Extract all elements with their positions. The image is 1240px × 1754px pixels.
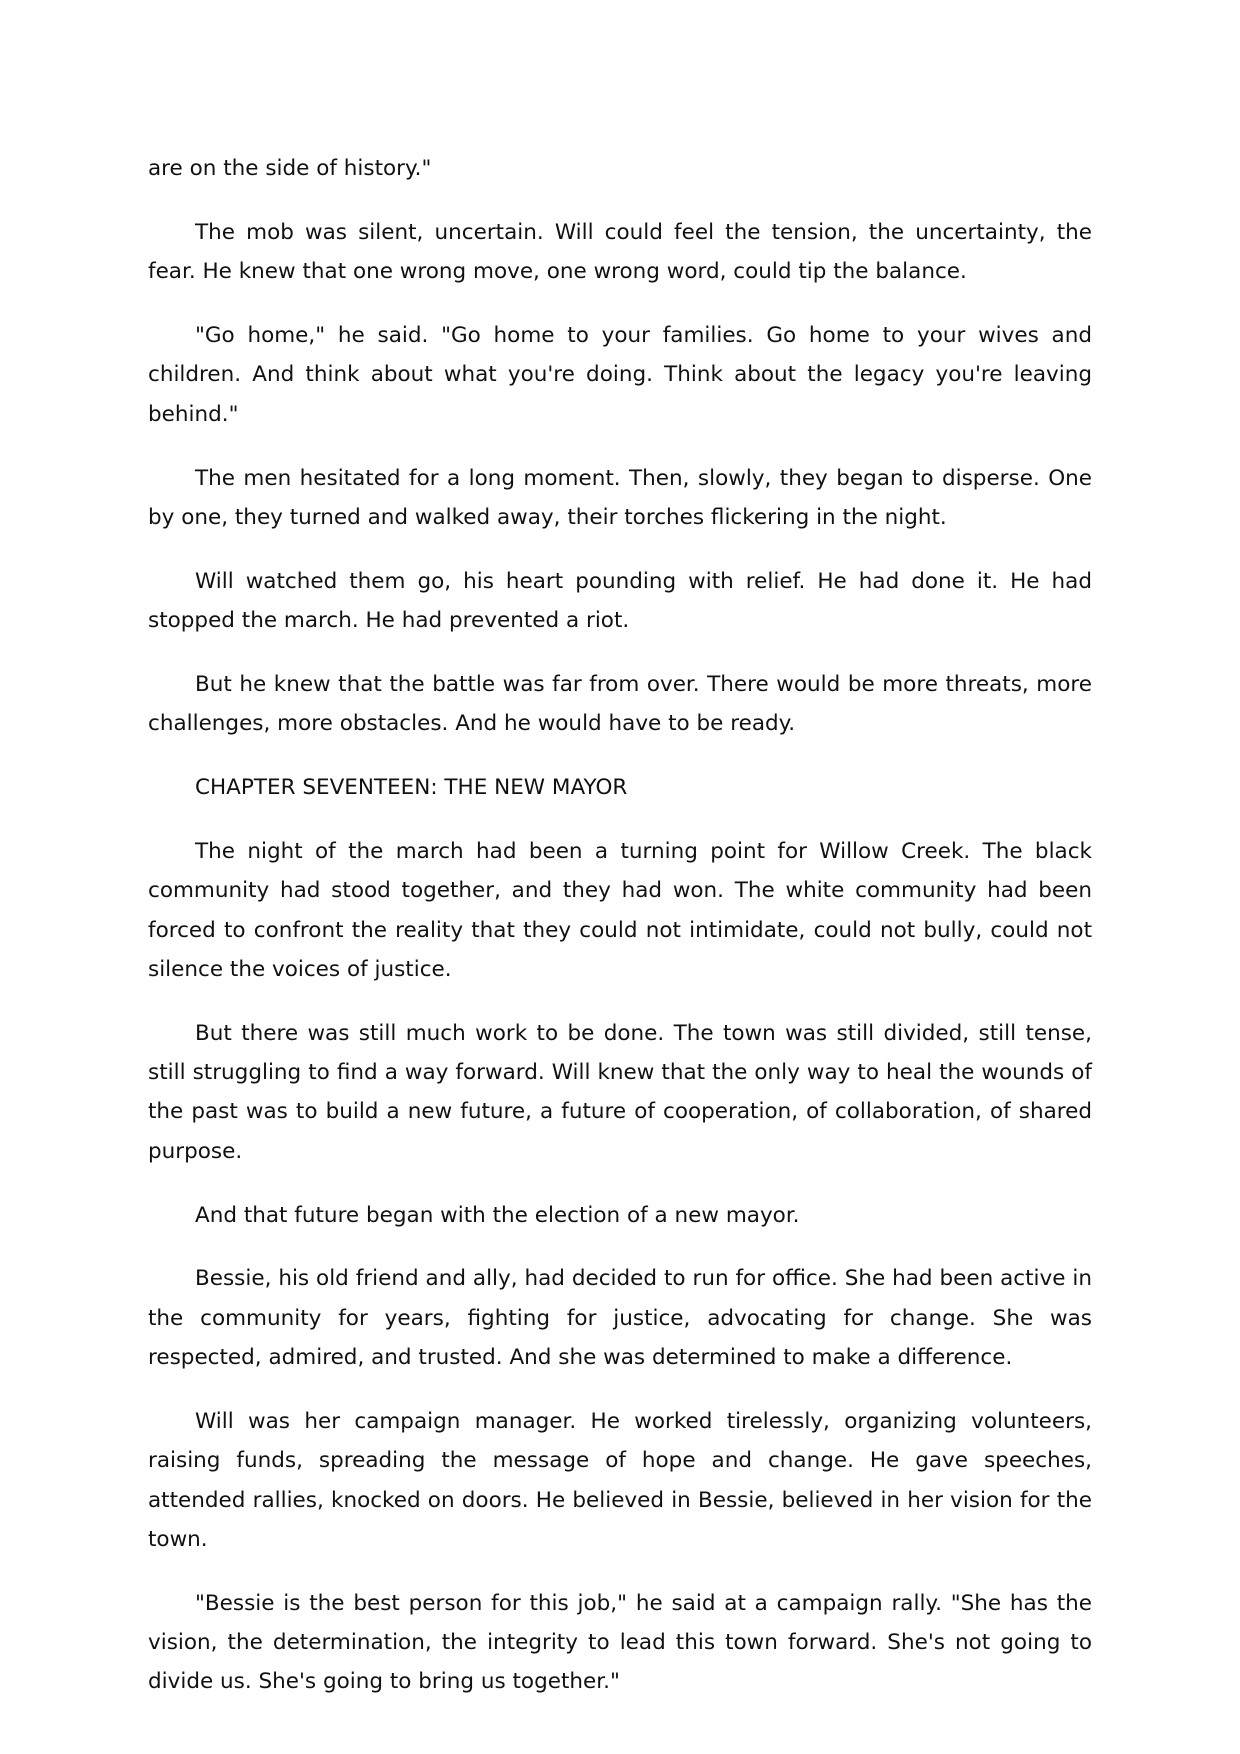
paragraph: "Bessie is the best person for this job," he said at a campaign rally. "She has the vision, the determination, the integrity to lead this town forward. She's not going to divide us. She's going to bring us together." [148, 1590, 1092, 1695]
paragraph: The mob was silent, uncertain. Will could feel the tension, the uncertainty, the fear. He knew that one wrong move, one wrong word, could tip the balance. [148, 219, 1092, 285]
paragraph-continued: are on the side of history." [148, 156, 432, 181]
paragraph: Will watched them go, his heart pounding with relief. He had done it. He had stopped the march. He had prevented a riot. [148, 568, 1092, 634]
paragraph: But there was still much work to be done. The town was still divided, still tense, still struggling to find a way forward. Will knew that the only way to heal the wounds of the past was to build a new future, a future of cooperation, of collaboration, of shared purpose. [148, 1020, 1092, 1164]
paragraph: "Go home," he said. "Go home to your families. Go home to your wives and children. And think about what you're doing. Think about the legacy you're leaving behind." [148, 323, 1092, 427]
paragraph: But he knew that the battle was far from over. There would be more threats, more challenges, more obstacles. And he would have to be ready. [148, 671, 1092, 737]
chapter-heading: CHAPTER SEVENTEEN: THE NEW MAYOR [195, 775, 628, 801]
paragraph: The men hesitated for a long moment. Then, slowly, they began to disperse. One by one, they turned and walked away, their torches flickering in the night. [148, 465, 1092, 530]
paragraph: The night of the march had been a turning point for Willow Creek. The black community had stood together, and they had won. The white community had been forced to confront the reality that they could not intimidate, could not bully, could not silence the voices of justice. [148, 839, 1092, 982]
body-text [148, 149, 1092, 1726]
paragraph: And that future began with the election of a new mayor. [195, 1202, 800, 1228]
paragraph: Will was her campaign manager. He worked tirelessly, organizing volunteers, raising funds, spreading the message of hope and change. He gave speeches, attended rallies, knocked on doors. He believed in Bessie, believed in her vision for the town. [148, 1408, 1092, 1552]
paragraph: Bessie, his old friend and ally, had decided to run for office. She had been active in the community for years, fighting for justice, advocating for change. She was respected, admired, and trusted. And she was determined to make a difference. [148, 1266, 1092, 1371]
